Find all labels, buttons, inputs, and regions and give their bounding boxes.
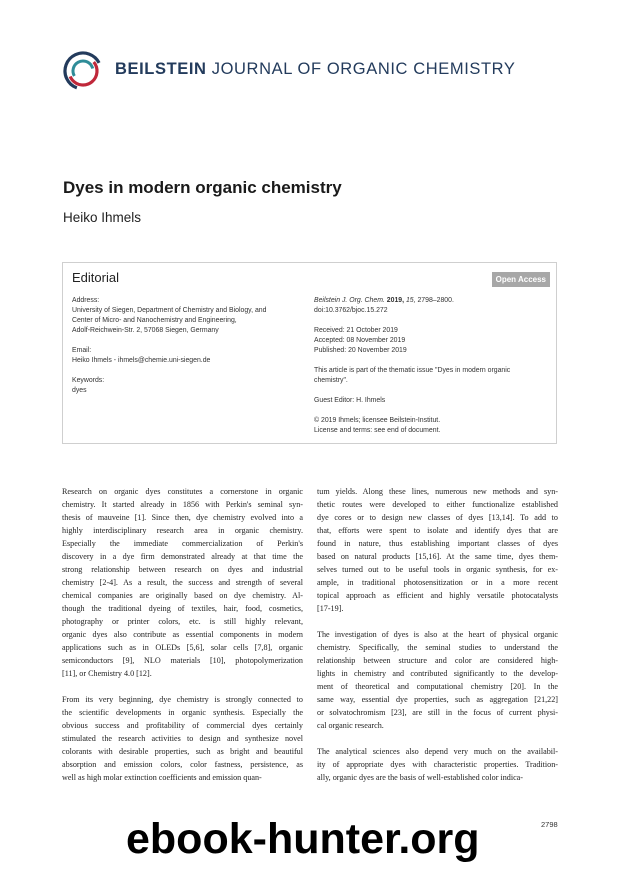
paragraph xyxy=(62,485,303,680)
accepted-date: Accepted: 08 November 2019 xyxy=(314,337,406,344)
watermark-text: ebook-hunter.org xyxy=(126,815,480,863)
text-line: thesis of mauveine [1]. Since then, dye chemistry evolved into a xyxy=(62,513,303,522)
paragraph xyxy=(317,485,558,615)
guest-editor: Guest Editor: H. Ihmels xyxy=(314,397,386,404)
dates-block xyxy=(314,326,549,356)
thematic-line: This article is part of the thematic issue "Dyes in modern organic xyxy=(314,367,511,374)
text-line: that, efforts were spent to isolate and identify dyes that are xyxy=(317,526,558,535)
text-line: ment of theoretical and computational chemistry [20]. In the xyxy=(317,682,558,691)
text-line: colorants with desirable properties, such as bright and beautiful xyxy=(62,747,303,756)
text-line: highly interdisciplinary research area in organic chemistry. xyxy=(62,526,303,535)
journal-name-rest: JOURNAL OF ORGANIC CHEMISTRY xyxy=(206,60,516,78)
keywords-value: dyes xyxy=(72,387,87,394)
thematic-issue-block xyxy=(314,366,549,386)
text-line: From its very beginning, dye chemistry is strongly connected to xyxy=(62,695,303,704)
journal-name xyxy=(115,60,516,79)
address-label: Address: xyxy=(72,297,100,304)
text-line: though the traditional dyeing of textiles, hair, food, cosmetics, xyxy=(62,604,303,613)
text-line: Especially the immediate commercialization of Perkin's xyxy=(62,539,303,548)
text-line: chemical companies are originally based on dye chemistry. Al- xyxy=(62,591,303,600)
text-line: tum yields. Along these lines, numerous new methods and syn- xyxy=(317,487,558,496)
text-line: Research on organic dyes constitutes a cornerstone in organic xyxy=(62,487,303,496)
text-line: photography or printer colors, etc. is still highly relevant, xyxy=(62,617,303,626)
body-column-right xyxy=(317,485,558,797)
text-line: ample, in traditional photosensitization or in a more recent xyxy=(317,578,558,587)
text-line: selves turned out to be useful tools in organic synthesis, for ex- xyxy=(317,565,558,574)
address-line: Center of Micro- and Nanochemistry and Engineering, xyxy=(72,317,237,324)
keywords-block xyxy=(72,376,297,396)
email-block xyxy=(72,346,297,366)
text-line: the scientific developments in organic synthesis. Especially the xyxy=(62,708,303,717)
article-title: Dyes in modern organic chemistry xyxy=(63,178,342,197)
text-line: [17-19]. xyxy=(317,604,344,613)
article-info-box xyxy=(62,262,557,444)
text-line: topical approach as efficient and highly versatile photocatalysts xyxy=(317,591,558,600)
journal-name-strong: BEILSTEIN xyxy=(115,60,207,78)
address-block xyxy=(72,296,297,336)
text-line: based on natural products [15,16]. At the same time, dyes them- xyxy=(317,552,558,561)
citation-volume: 15, xyxy=(405,297,416,304)
info-right-column xyxy=(314,296,549,446)
thematic-line: chemistry". xyxy=(314,377,348,384)
text-line: lights in chemistry and contributed significantly to the develop- xyxy=(317,669,558,678)
citation-journal: Beilstein J. Org. Chem. xyxy=(314,297,385,304)
citation-year: 2019, xyxy=(386,297,405,304)
page-number: 2798 xyxy=(541,820,558,829)
info-left-column xyxy=(72,296,297,406)
text-line: obvious success and profitability of commercial dyes certainly xyxy=(62,721,303,730)
citation-line xyxy=(314,296,549,306)
text-line: semiconductors [9], NLO materials [10], photopolymerization xyxy=(62,656,303,665)
published-date: Published: 20 November 2019 xyxy=(314,347,407,354)
text-line: [11], or Chemistry 4.0 [12]. xyxy=(62,669,152,678)
paragraph xyxy=(317,745,558,784)
text-line: cal organic research. xyxy=(317,721,384,730)
text-line: applications such as in OLEDs [5,6], solar cells [7,8], organic xyxy=(62,643,303,652)
text-line: discovery in a dye firm demonstrated already at that time the xyxy=(62,552,303,561)
paragraph xyxy=(317,628,558,732)
text-line: chemistry. It started already in 1856 with Perkin's seminal syn- xyxy=(62,500,303,509)
text-line: found in nature, thus establishing important classes of dyes xyxy=(317,539,558,548)
citation-pages: 2798–2800. xyxy=(417,297,454,304)
license-line: License and terms: see end of document. xyxy=(314,427,441,434)
paragraph xyxy=(62,693,303,784)
text-line: dye cores or to design new classes of dyes [13,14]. To add to xyxy=(317,513,558,522)
text-line: well as high molar extinction coefficients and emission quan- xyxy=(62,773,262,782)
text-line: The analytical sciences also depend very much on the availabil- xyxy=(317,747,558,756)
email-label: Email: xyxy=(72,347,92,354)
text-line: or solvatochromism [23], are still in the focus of current physi- xyxy=(317,708,558,717)
text-line: absorption and emission colors, color fastness, persistence, as xyxy=(62,760,303,769)
address-line: University of Siegen, Department of Chemistry and Biology, and xyxy=(72,307,267,314)
copyright-line: © 2019 Ihmels; licensee Beilstein-Institut. xyxy=(314,417,441,424)
citation-block xyxy=(314,296,549,316)
received-date: Received: 21 October 2019 xyxy=(314,327,398,334)
text-line: stimulated the research activities to design and synthesize novel xyxy=(62,734,303,743)
text-line: chemistry [2-4]. As a result, the success and strength of several xyxy=(62,578,303,587)
email-value[interactable]: Heiko Ihmels - ihmels@chemie.uni-siegen.de xyxy=(72,357,211,364)
open-access-badge: Open Access xyxy=(492,272,550,287)
text-line: ally, organic dyes are the basis of well-established color indica- xyxy=(317,773,523,782)
text-line: relationship between structure and color are considered high- xyxy=(317,656,558,665)
text-line: chemistry. Specifically, the seminal studies to understand the xyxy=(317,643,558,652)
copyright-block xyxy=(314,416,549,436)
address-line: Adolf-Reichwein-Str. 2, 57068 Siegen, Germany xyxy=(72,327,219,334)
author-name: Heiko Ihmels xyxy=(63,210,142,225)
text-line: organic dyes also contribute as essential components in modern xyxy=(62,630,303,639)
body-column-left xyxy=(62,485,303,797)
keywords-label: Keywords: xyxy=(72,377,105,384)
text-line: ity of appropriate dyes with characteristic properties. Tradition- xyxy=(317,760,558,769)
text-line: strong relationship between research on dyes and industrial xyxy=(62,565,303,574)
text-line: same way, essential dye properties, such as aggregation [21,22] xyxy=(317,695,558,704)
beilstein-logo-icon xyxy=(62,50,104,92)
doi-link[interactable]: doi:10.3762/bjoc.15.272 xyxy=(314,307,388,314)
article-type-heading: Editorial xyxy=(72,270,119,285)
text-line: thetic routes were developed to either functionalize established xyxy=(317,500,558,509)
text-line: The investigation of dyes is also at the heart of physical organic xyxy=(317,630,558,639)
